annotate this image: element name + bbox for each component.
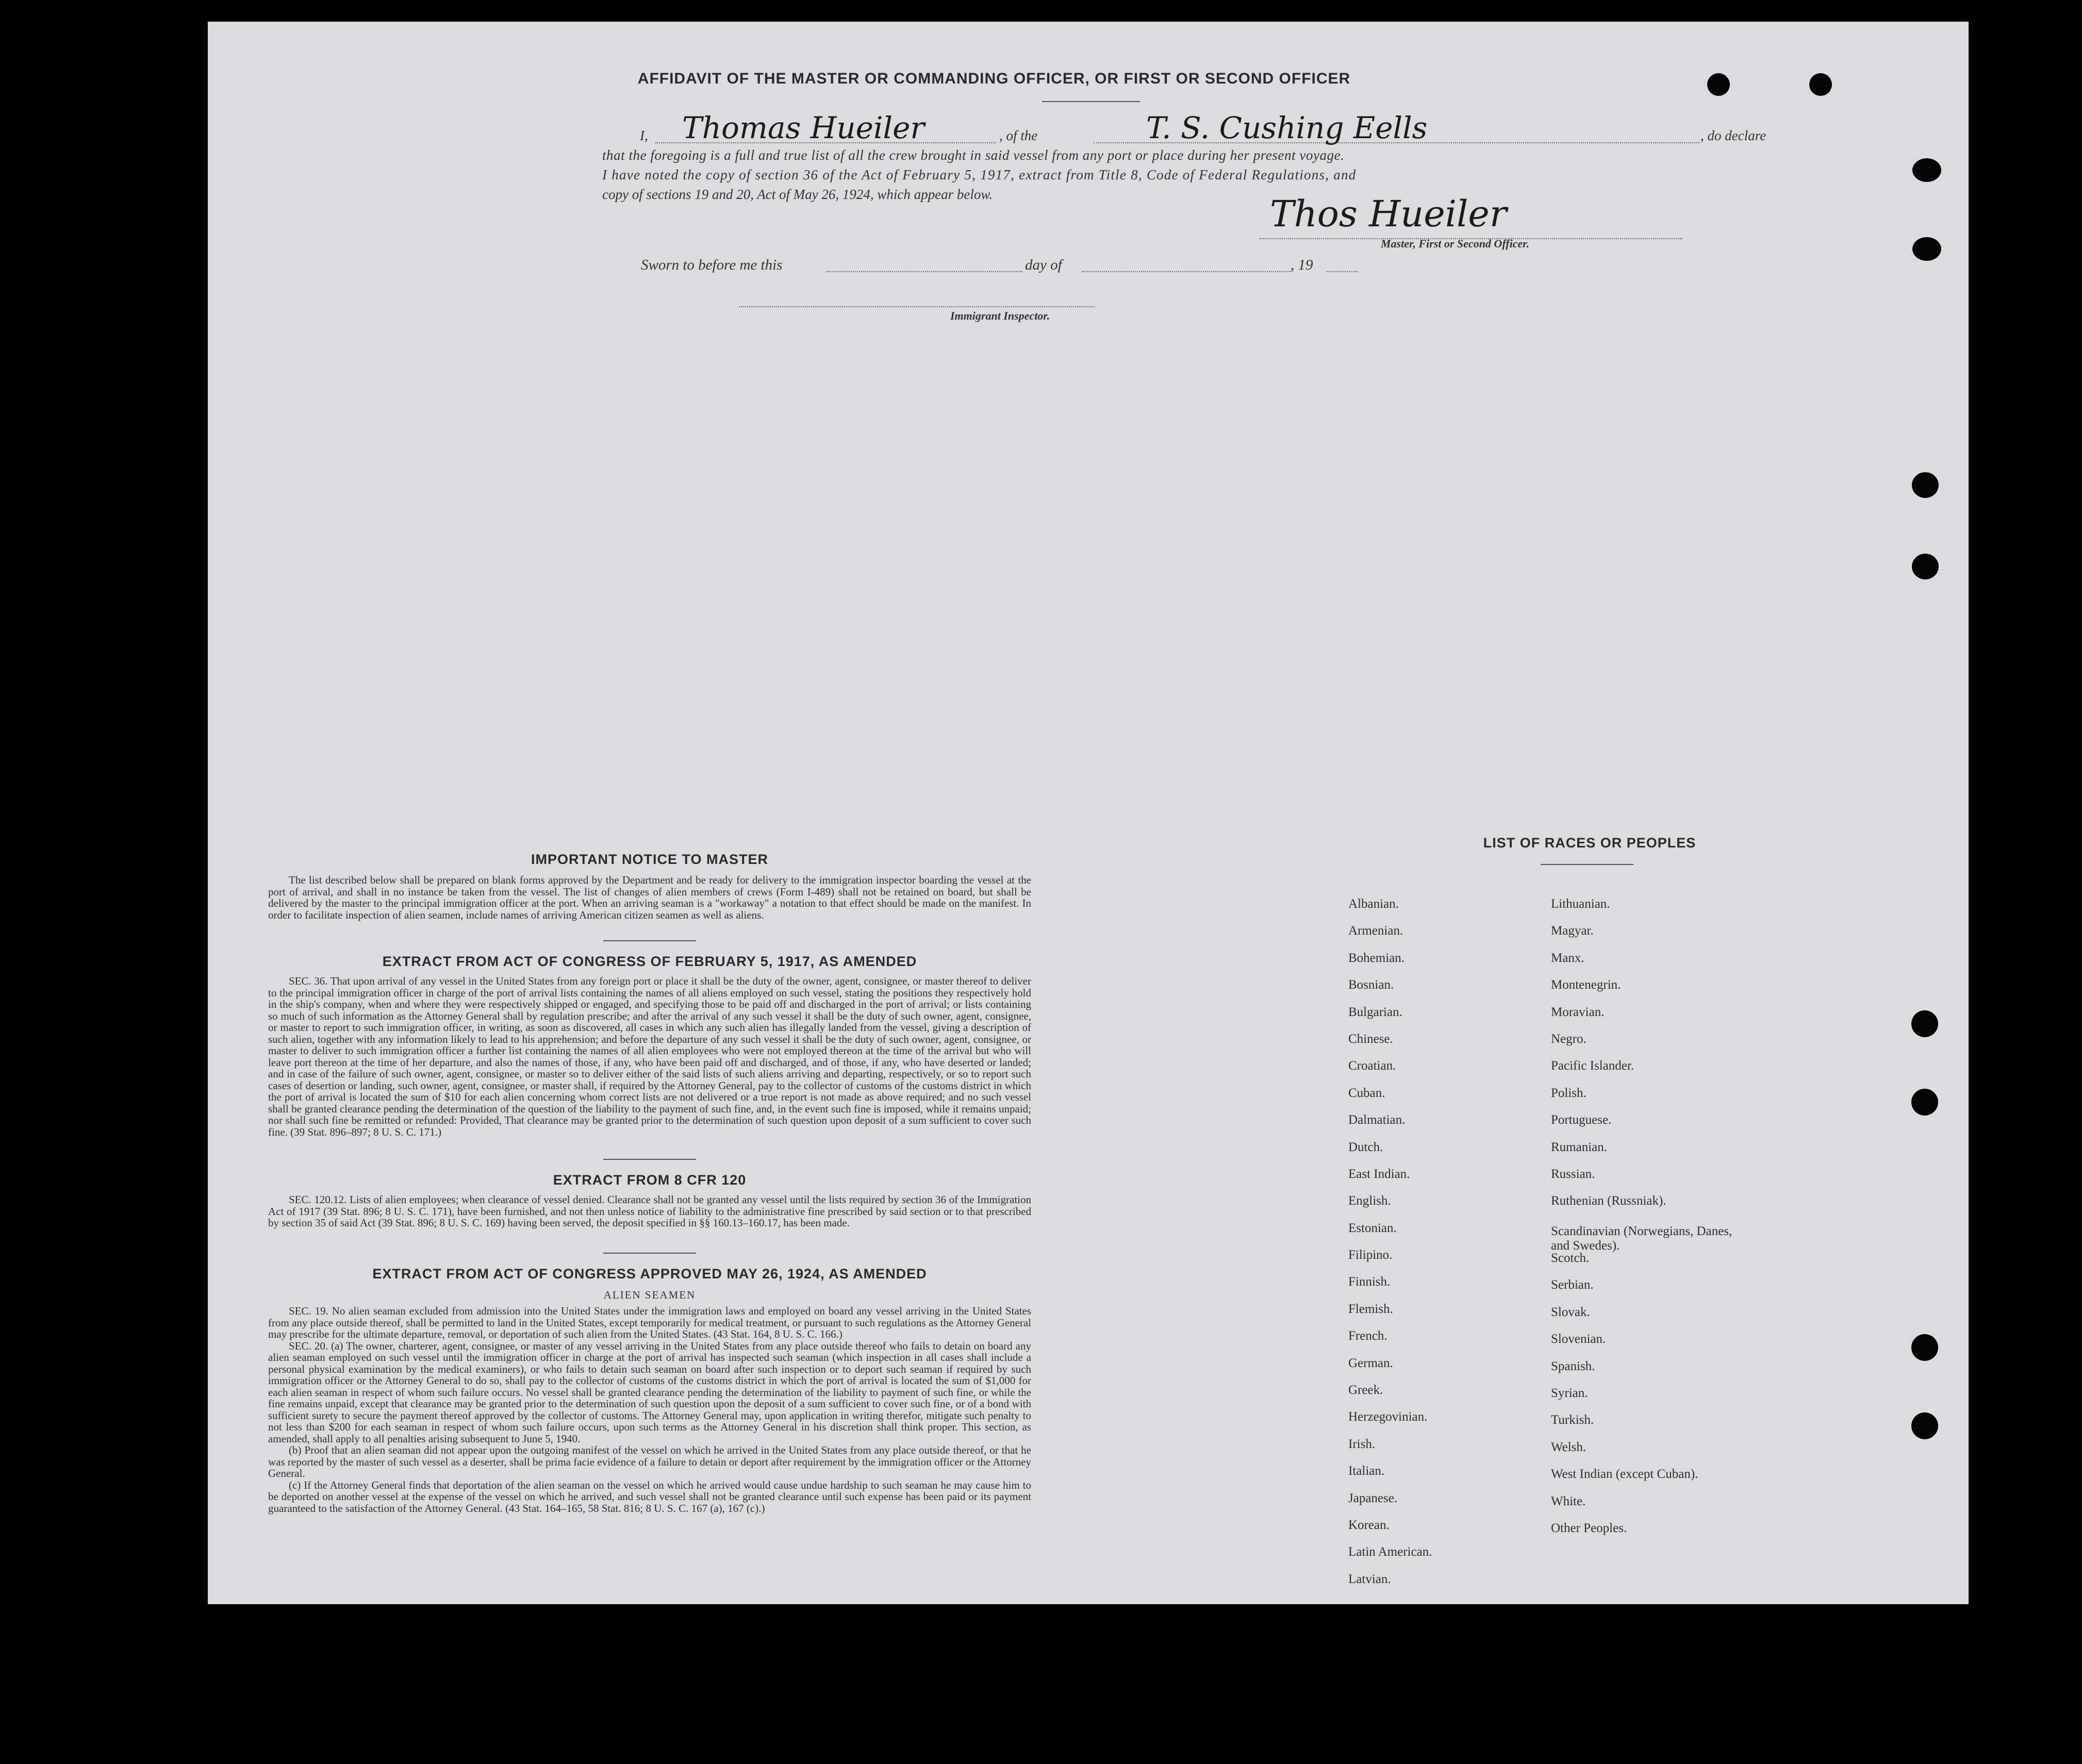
punch-hole (1809, 73, 1832, 96)
sec-19-text: SEC. 19. No alien seaman excluded from admission into the United States under the immigration laws and employed on board any vessel arriving in the United States from any place outside thereof, shall be permitted to land in the United States, except temporarily for medical treatment, or pursuant to such regulations as the Attorney General may prescribe for the ultimate departure, removal, or deportation of such alien from the United States. (43 Stat. 164, 8 U. S. C. 166.) (268, 1305, 1031, 1340)
races-left-column (1348, 897, 1432, 1599)
race-item: Scandinavian (Norwegians, Danes, and Swedes). (1551, 1224, 1732, 1253)
extract-1924-title: EXTRACT FROM ACT OF CONGRESS APPROVED MAY 26, 1924, AS AMENDED (372, 1266, 927, 1282)
race-item: Rumanian. (1551, 1140, 1608, 1154)
races-divider (1541, 864, 1633, 865)
extract-cfr-text: SEC. 120.12. Lists of alien employees; when clearance of vessel denied. Clearance shall not be granted any vessel until the lists required by section 36 of the Immigration Act of 1917 (39 Stat. 896; 8 U. S. C. 171), have been furnished, and not then unless notice of liability to the administrative fine prescribed by said section or to that prescribed by section 35 of said Act (39 Stat. 896; 8 U. S. C. 169) having been served, the deposit specified in §§ 160.13–160.17, has been made. (268, 1193, 1031, 1229)
race-item: Irish. (1348, 1437, 1376, 1451)
race-item: Slovak. (1551, 1305, 1590, 1319)
race-item: Finnish. (1348, 1275, 1391, 1289)
notice-text: The list described below shall be prepared on blank forms approved by the Department and be ready for delivery to the immigration inspector boarding the vessel at the port of arrival, and shall in no instance be taken from the vessel. The list of changes of alien members of crews (Form I-489) shall not be retained on board, but shall be delivered by the master to the principal immigration officer at the port. When an arriving seaman is a "workaway" a notation to that effect should be made on the manifest. In order to facilitate inspection of alien seamen, include names of arriving American citizen seamen as well as aliens. (268, 874, 1031, 921)
race-item: White. (1551, 1494, 1586, 1508)
punch-hole (1912, 158, 1941, 182)
affidavit-line-3: I have noted the copy of section 36 of the Act of February 5, 1917, extract from Title 8, Code of Federal Regulations, and (602, 167, 1357, 182)
race-item: English. (1348, 1194, 1391, 1208)
punch-hole (1911, 1010, 1938, 1037)
inspector-line (739, 306, 1095, 307)
do-declare-label: , do declare (1700, 128, 1766, 143)
vessel-name-handwritten: T. S. Cushing Eells (1146, 110, 1428, 145)
race-item: West Indian (except Cuban). (1551, 1467, 1698, 1482)
sworn-month-line (1082, 271, 1291, 272)
race-item: Bulgarian. (1348, 1005, 1402, 1019)
extract-1917-text: SEC. 36. That upon arrival of any vessel in the United States from any foreign port or place it shall be the duty of the owner, agent, consignee, or master thereof to deliver to the principal immigration officer in charge of the port of arrival lists containing the names of all aliens employed on such vessel, stating the positions they respectively hold in the ship's company, when and where they were respectively shipped or engaged, and specifying those to be paid off and discharged in the port of arrival; or lists containing so much of such information as the Attorney General shall by regulation prescribe; and after the arrival of any such vessel it shall be the duty of such owner, agent, consignee, or master to report to such immigration officer, in writing, as soon as discovered, all cases in which any such alien has illegally landed from the vessel, giving a description of such alien, together with any information likely to lead to his apprehension; and before the departure of any such vessel it shall be the duty of such owner, agent, consignee, or master to deliver to such immigration officer a further list containing the names of all alien employees who were not employed thereon at the time of the arrival but who will leave port thereon at the time of her departure, and also the names of those, if any, who have been paid off and discharged, and of those, if any, who have deserted or landed; and in case of the failure of such owner, agent, consignee, or master so to deliver either of the said lists of such aliens arriving and departing, respectively, or so to report such cases of desertion or landing, such owner, agent, consignee, or master shall, if required by the Attorney General, pay to the collector of customs of the customs district in which the port of arrival is located the sum of $10 for each alien concerning whom correct lists are not delivered or a true report is not made as above required; and no such vessel shall be granted clearance pending the determination of the question of the liability to the payment of such fine, and, in the event such fine is imposed, while it remains unpaid; nor shall such fine be remitted or refunded: Provided, That clearance may be granted prior to the determination of such question upon deposit of a sum sufficient to cover such fine. (39 Stat. 896–897; 8 U. S. C. 171.) (268, 975, 1031, 1138)
signature-label: Master, First or Second Officer. (1381, 237, 1530, 250)
affidavit-line-2: that the foregoing is a full and true list of all the crew brought in said vessel from any port or place during her present voyage. (602, 147, 1345, 163)
sec-20b-text: (b) Proof that an alien seaman did not appear upon the outgoing manifest of the vessel on which he arrived in the United States from any place outside thereof, or that he was reported by the master of such vessel as a deserter, shall be prima facie evidence of a failure to detain or deport after requirement by the immigration officer or the Attorney General. (268, 1444, 1031, 1479)
day-of-label: day of (1025, 257, 1062, 273)
races-right-column (1551, 897, 1737, 1548)
punch-hole (1912, 237, 1941, 261)
master-name-handwritten: Thomas Hueiler (682, 110, 925, 145)
race-item: Russian. (1551, 1167, 1595, 1181)
section-divider (603, 1253, 696, 1254)
race-item: French. (1348, 1329, 1387, 1343)
race-item: Korean. (1348, 1518, 1390, 1532)
race-item: Scotch. (1551, 1251, 1590, 1266)
section-divider (603, 940, 696, 941)
race-item: East Indian. (1348, 1167, 1410, 1181)
races-title: LIST OF RACES OR PEOPLES (1483, 835, 1696, 851)
race-item: Bohemian. (1348, 951, 1405, 965)
race-item: Bosnian. (1348, 978, 1394, 992)
race-item: Slovenian. (1551, 1332, 1606, 1346)
year-label: , 19 (1291, 257, 1313, 273)
inspector-label: Immigrant Inspector. (950, 309, 1050, 322)
punch-hole (1912, 472, 1939, 498)
race-item: Pacific Islander. (1551, 1059, 1634, 1073)
race-item: Montenegrin. (1551, 978, 1621, 992)
i-prefix: I, (640, 128, 648, 143)
race-item: Herzegovinian. (1348, 1410, 1428, 1424)
race-item: Lithuanian. (1551, 897, 1610, 911)
punch-hole (1912, 554, 1939, 579)
race-item: Magyar. (1551, 924, 1594, 938)
race-item: Croatian. (1348, 1059, 1396, 1073)
race-item: Greek. (1348, 1383, 1383, 1397)
alien-seamen-subtitle: ALIEN SEAMEN (603, 1289, 696, 1301)
affidavit-title: AFFIDAVIT OF THE MASTER OR COMMANDING OFFICER, OR FIRST OR SECOND OFFICER (637, 70, 1351, 87)
manifest-page (208, 22, 1969, 1604)
title-divider (1042, 101, 1140, 102)
punch-hole (1911, 1089, 1938, 1116)
sworn-day-line (827, 271, 1022, 272)
race-item: German. (1348, 1356, 1393, 1370)
signature-handwritten: Thos Hueiler (1270, 193, 1507, 235)
extract-1924-text (268, 1305, 1031, 1514)
race-item: Cuban. (1348, 1086, 1385, 1100)
notice-title: IMPORTANT NOTICE TO MASTER (531, 852, 768, 867)
sworn-label: Sworn to before me this (641, 257, 783, 273)
race-item: Chinese. (1348, 1031, 1393, 1046)
race-item: Italian. (1348, 1464, 1385, 1478)
race-item: Negro. (1551, 1031, 1587, 1046)
sec-20a-text: SEC. 20. (a) The owner, charterer, agent, consignee, or master of any vessel arriving in the United States from any place outside thereof who fails to detain on board any alien seaman employed on such vessel until the immigration officer in charge at the port of arrival has inspected such seaman (which inspection in all cases shall include a personal physical examination by the medical examiners), or who fails to detain such seaman on board after such inspection or to deport such seaman if required by such immigration officer or the Attorney General to do so, shall pay to the collector of customs of the customs district in which the port of arrival is located the sum of $1,000 for each alien seaman in respect of whom such failure occurs. No vessel shall be granted clearance pending the determination of the liability to payment of such fine, or while the fine remains unpaid, except that clearance may be granted prior to the determination of such question upon the deposit of a sum sufficient to cover such fine, or of a bond with sufficient surety to secure the payment thereof approved by the collector of customs. The Attorney General may, upon application in writing therefor, mitigate such penalty to not less than $200 for each seaman in respect of whom such failure occurs, upon such terms as the Attorney General in his discretion shall think proper. This section, as amended, shall apply to all penalties arising subsequent to June 5, 1940. (268, 1339, 1031, 1445)
race-item: Estonian. (1348, 1221, 1397, 1235)
sworn-year-line (1327, 271, 1358, 272)
race-item: Armenian. (1348, 924, 1403, 938)
extract-cfr-title: EXTRACT FROM 8 CFR 120 (553, 1172, 747, 1188)
race-item: Serbian. (1551, 1278, 1594, 1292)
race-item: Dalmatian. (1348, 1113, 1406, 1127)
race-item: Syrian. (1551, 1386, 1588, 1401)
of-the-label: , of the (999, 128, 1038, 143)
race-item: Other Peoples. (1551, 1521, 1627, 1535)
punch-hole (1911, 1334, 1938, 1361)
race-item: Filipino. (1348, 1248, 1393, 1262)
race-item: Albanian. (1348, 897, 1399, 911)
punch-hole (1911, 1412, 1938, 1439)
affidavit-line-4: copy of sections 19 and 20, Act of May 26, 1924, which appear below. (602, 187, 993, 202)
race-item: Moravian. (1551, 1005, 1605, 1019)
race-item: Latin American. (1348, 1545, 1432, 1559)
race-item: Spanish. (1551, 1359, 1595, 1373)
race-item: Turkish. (1551, 1413, 1594, 1427)
sec-20c-text: (c) If the Attorney General finds that deportation of the alien seaman on the vessel on which he arrived would cause undue hardship to such seaman he may cause him to be deported on another vessel at the expense of the vessel on which he arrived, and such vessel shall not be granted clearance until such expense has been paid or its payment guaranteed to the satisfaction of the Attorney General. (43 Stat. 164–165, 58 Stat. 816; 8 U. S. C. 167 (a), 167 (c).) (268, 1478, 1031, 1515)
race-item: Flemish. (1348, 1302, 1393, 1316)
race-item: Latvian. (1348, 1572, 1391, 1586)
race-item: Japanese. (1348, 1491, 1398, 1505)
race-item: Polish. (1551, 1086, 1587, 1100)
race-item: Welsh. (1551, 1440, 1587, 1454)
race-item: Manx. (1551, 951, 1584, 965)
race-item: Dutch. (1348, 1140, 1383, 1154)
extract-1917-title: EXTRACT FROM ACT OF CONGRESS OF FEBRUARY 5, 1917, AS AMENDED (382, 954, 917, 969)
race-item: Portuguese. (1551, 1113, 1612, 1127)
section-divider (603, 1159, 696, 1160)
race-item: Ruthenian (Russniak). (1551, 1194, 1666, 1208)
